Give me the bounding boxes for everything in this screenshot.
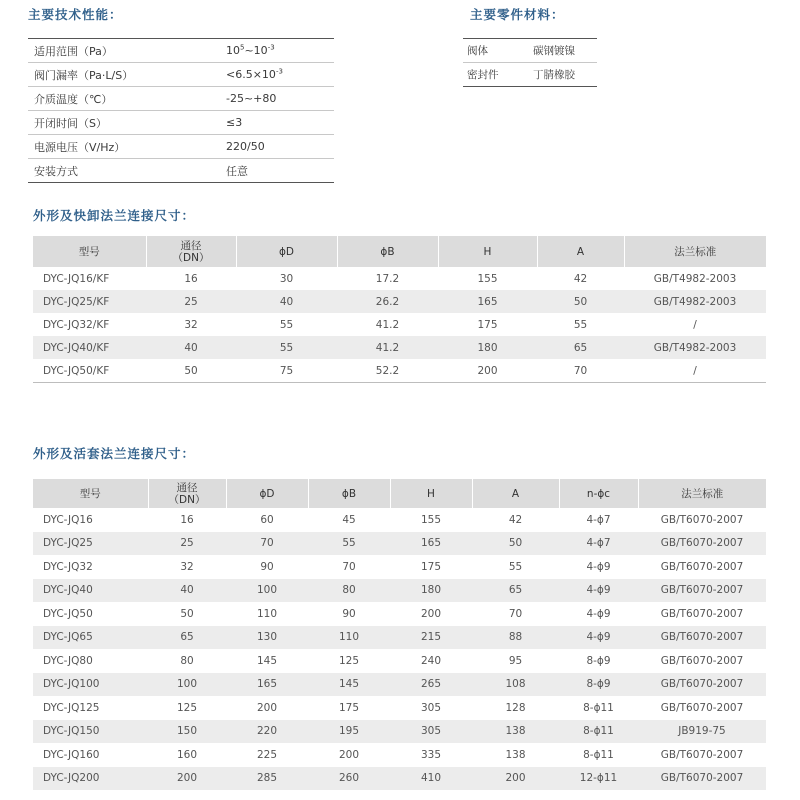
table-cell: 240 — [420, 654, 442, 667]
spec-row-voltage — [28, 135, 334, 159]
parts-value: 碳钢镀镍 — [533, 45, 575, 57]
table-cell: 4-ϕ9 — [559, 579, 638, 603]
model-cell: DYC-JQ160 — [43, 748, 100, 761]
table-cell: 55 — [573, 318, 588, 331]
table-cell: 70 — [226, 532, 308, 556]
table-row — [33, 767, 766, 791]
column-header: H — [390, 479, 472, 508]
table-cell: 32 — [180, 560, 194, 573]
table-header-row — [33, 479, 766, 508]
column-header: 通径 （DN） — [148, 479, 226, 508]
model-cell: DYC-JQ16/KF — [43, 272, 110, 285]
table-cell: 110 — [308, 626, 390, 650]
table-row — [33, 602, 766, 626]
table1-title: 外形及快卸法兰连接尺寸： — [33, 208, 196, 223]
model-cell: DYC-JQ32/KF — [43, 318, 110, 331]
model-cell: DYC-JQ40 — [33, 579, 148, 603]
table-cell: 215 — [390, 626, 472, 650]
spec-value: $10^5\sim 10^{-3}$ — [226, 43, 275, 57]
spec-value: ≤3 — [226, 116, 243, 129]
table-cell: 41.2 — [375, 318, 400, 331]
spec-label: 电源电压（V/Hz） — [34, 140, 126, 154]
table-cell: 138 — [472, 720, 559, 744]
table-cell: 65 — [148, 626, 226, 650]
parts-row-body — [463, 39, 597, 63]
model-cell: DYC-JQ40/KF — [33, 336, 146, 359]
table-cell: 410 — [390, 767, 472, 791]
table-cell: GB/T4982-2003 — [624, 290, 766, 313]
table-cell: 95 — [508, 654, 523, 667]
spec-row-range — [28, 39, 334, 63]
table2-title: 外形及活套法兰连接尺寸： — [33, 446, 196, 461]
table-cell: 4-ϕ9 — [586, 560, 611, 573]
parts-label: 阀体 — [467, 45, 488, 57]
column-header: 通径 （DN） — [146, 236, 236, 267]
model-cell: DYC-JQ65 — [33, 626, 148, 650]
table-cell: 200 — [148, 767, 226, 791]
table-cell: 8-ϕ11 — [559, 720, 638, 744]
table-cell: 335 — [420, 748, 442, 761]
spec-title: 主要技术性能： — [28, 7, 123, 22]
table-cell: 130 — [226, 626, 308, 650]
table-cell: GB/T6070-2007 — [660, 654, 744, 667]
spec-row-temp — [28, 87, 334, 111]
table-cell: 200 — [420, 607, 442, 620]
table-cell: 42 — [573, 272, 588, 285]
table-cell: 100 — [148, 673, 226, 697]
table-cell: JB919-75 — [638, 720, 766, 744]
table-cell: GB/T4982-2003 — [624, 336, 766, 359]
spec-list — [28, 38, 334, 183]
table-cell: 225 — [256, 748, 278, 761]
table-cell: 155 — [420, 513, 442, 526]
table-cell: 26.2 — [337, 290, 438, 313]
model-cell: DYC-JQ25/KF — [33, 290, 146, 313]
table-cell: 17.2 — [375, 272, 400, 285]
parts-list — [463, 38, 597, 87]
table-cell: 42 — [508, 513, 523, 526]
table-cell: 55 — [508, 560, 523, 573]
table-cell: 285 — [226, 767, 308, 791]
table-cell: GB/T6070-2007 — [660, 607, 744, 620]
table-cell: GB/T6070-2007 — [638, 626, 766, 650]
table-row — [33, 313, 766, 336]
table-cell: 180 — [390, 579, 472, 603]
table-row — [33, 720, 766, 744]
table-cell: 40 — [236, 290, 337, 313]
table-cell: 260 — [308, 767, 390, 791]
table-row — [33, 359, 766, 383]
column-header: ϕD — [236, 236, 337, 267]
column-header: 型号 — [33, 236, 146, 267]
spec-row-time — [28, 111, 334, 135]
table-row — [33, 579, 766, 603]
table-row — [33, 626, 766, 650]
model-cell: DYC-JQ50/KF — [33, 359, 146, 383]
model-cell: DYC-JQ25 — [33, 532, 148, 556]
loose-flange-table — [33, 479, 766, 790]
table-cell: GB/T6070-2007 — [638, 673, 766, 697]
table-cell: 25 — [146, 290, 236, 313]
table-cell: 265 — [390, 673, 472, 697]
spec-label: 介质温度（℃） — [34, 92, 113, 106]
table-row — [33, 555, 766, 579]
table-cell: GB/T6070-2007 — [660, 701, 744, 714]
table-cell: 16 — [184, 272, 198, 285]
table-cell: 50 — [472, 532, 559, 556]
model-cell: DYC-JQ150 — [33, 720, 148, 744]
table-cell: 150 — [148, 720, 226, 744]
table-cell: 12-ϕ11 — [559, 767, 638, 791]
table-cell: GB/T6070-2007 — [638, 532, 766, 556]
table-cell: 4-ϕ9 — [586, 607, 611, 620]
table-row — [33, 696, 766, 720]
table-cell: 75 — [236, 359, 337, 383]
kf-flange-table — [33, 236, 766, 383]
table-header-row — [33, 236, 766, 267]
table-cell: 4-ϕ7 — [586, 513, 611, 526]
table-cell: 50 — [537, 290, 624, 313]
table-cell: 8-ϕ11 — [583, 748, 614, 761]
column-header: 法兰标准 — [624, 236, 766, 267]
table-cell: 8-ϕ9 — [586, 654, 611, 667]
column-header: n-ϕc — [559, 479, 638, 508]
table-cell: 145 — [256, 654, 278, 667]
table-cell: 40 — [146, 336, 236, 359]
table-cell: 145 — [308, 673, 390, 697]
table-cell: 110 — [256, 607, 278, 620]
table-cell: 4-ϕ9 — [559, 626, 638, 650]
table-cell: 108 — [472, 673, 559, 697]
spec-label: 适用范围（Pa） — [34, 44, 113, 58]
table-cell: 180 — [438, 336, 537, 359]
table-cell: 4-ϕ7 — [559, 532, 638, 556]
table-cell: 305 — [420, 701, 442, 714]
table-cell: 175 — [477, 318, 498, 331]
model-cell: DYC-JQ200 — [33, 767, 148, 791]
table-cell: GB/T6070-2007 — [638, 579, 766, 603]
table-cell: 32 — [184, 318, 198, 331]
model-cell: DYC-JQ50 — [43, 607, 93, 620]
column-header: 型号 — [33, 479, 148, 508]
table-cell: 25 — [148, 532, 226, 556]
table-cell: 65 — [537, 336, 624, 359]
table-cell: 90 — [260, 560, 274, 573]
table-cell: 40 — [148, 579, 226, 603]
model-cell: DYC-JQ80 — [43, 654, 93, 667]
table-row — [33, 290, 766, 313]
table-cell: 70 — [537, 359, 624, 383]
table-row — [33, 267, 766, 290]
table-cell: / — [693, 318, 697, 331]
spec-label: 安装方式 — [34, 164, 78, 178]
spec-label: 开闭时间（S） — [34, 116, 107, 130]
table-cell: 55 — [279, 318, 294, 331]
spec-value: $<6.5\times 10^{-3}$ — [226, 67, 283, 81]
spec-row-mount — [28, 159, 334, 183]
table-cell: 80 — [308, 579, 390, 603]
table-row — [33, 649, 766, 673]
table-row — [33, 336, 766, 359]
table-cell: 175 — [338, 701, 360, 714]
table-cell: 55 — [308, 532, 390, 556]
table-cell: 155 — [477, 272, 498, 285]
table-cell: 195 — [308, 720, 390, 744]
parts-title: 主要零件材料： — [470, 7, 565, 22]
parts-value: 丁腈橡胶 — [533, 69, 575, 81]
parts-label: 密封件 — [467, 69, 499, 81]
model-cell: DYC-JQ32 — [43, 560, 93, 573]
table-cell: 200 — [338, 748, 360, 761]
table-cell: GB/T6070-2007 — [638, 767, 766, 791]
table-cell: 138 — [505, 748, 526, 761]
spec-label: 阀门漏率（Pa·L/S） — [34, 68, 134, 82]
spec-value: 220/50 — [226, 140, 265, 153]
spec-row-leak — [28, 63, 334, 87]
table-cell: 165 — [390, 532, 472, 556]
model-cell: DYC-JQ125 — [43, 701, 100, 714]
column-header: ϕB — [337, 236, 438, 267]
table-cell: 100 — [226, 579, 308, 603]
table-cell: GB/T4982-2003 — [653, 272, 737, 285]
column-header: ϕD — [226, 479, 308, 508]
table-cell: GB/T6070-2007 — [660, 513, 744, 526]
parts-row-seal — [463, 63, 597, 87]
table-cell: GB/T6070-2007 — [660, 748, 744, 761]
table-cell: 45 — [342, 513, 356, 526]
table-cell: 200 — [472, 767, 559, 791]
table-cell: 55 — [236, 336, 337, 359]
table-cell: 175 — [420, 560, 442, 573]
table-cell: 60 — [260, 513, 274, 526]
table-row — [33, 743, 766, 767]
spec-value: -25~+80 — [226, 92, 277, 105]
table-cell: 65 — [472, 579, 559, 603]
table-cell: 200 — [438, 359, 537, 383]
column-header: ϕB — [308, 479, 390, 508]
table-cell: 41.2 — [337, 336, 438, 359]
table-cell: / — [624, 359, 766, 383]
model-cell: DYC-JQ16 — [43, 513, 93, 526]
table-cell: GB/T6070-2007 — [660, 560, 744, 573]
table-cell: 200 — [256, 701, 278, 714]
table-cell: 30 — [279, 272, 294, 285]
column-header: H — [438, 236, 537, 267]
table-cell: 90 — [342, 607, 356, 620]
table-cell: 8-ϕ9 — [559, 673, 638, 697]
table-row — [33, 532, 766, 556]
table-cell: 128 — [505, 701, 526, 714]
table-cell: 8-ϕ11 — [583, 701, 614, 714]
table-cell: 305 — [390, 720, 472, 744]
table-row — [33, 673, 766, 697]
table-cell: 220 — [226, 720, 308, 744]
table-cell: 70 — [342, 560, 356, 573]
model-cell: DYC-JQ100 — [33, 673, 148, 697]
table-cell: 52.2 — [337, 359, 438, 383]
table-cell: 70 — [508, 607, 523, 620]
table-cell: 50 — [146, 359, 236, 383]
table-row — [33, 508, 766, 532]
table-cell: 160 — [176, 748, 198, 761]
table-cell: 80 — [180, 654, 194, 667]
table-cell: 125 — [176, 701, 198, 714]
column-header: A — [537, 236, 624, 267]
column-header: A — [472, 479, 559, 508]
table-cell: 88 — [472, 626, 559, 650]
spec-value: 任意 — [226, 164, 248, 178]
table-cell: 50 — [180, 607, 194, 620]
table-cell: 165 — [226, 673, 308, 697]
table-cell: 16 — [180, 513, 194, 526]
table-cell: 165 — [438, 290, 537, 313]
table-cell: 125 — [338, 654, 360, 667]
column-header: 法兰标准 — [638, 479, 766, 508]
